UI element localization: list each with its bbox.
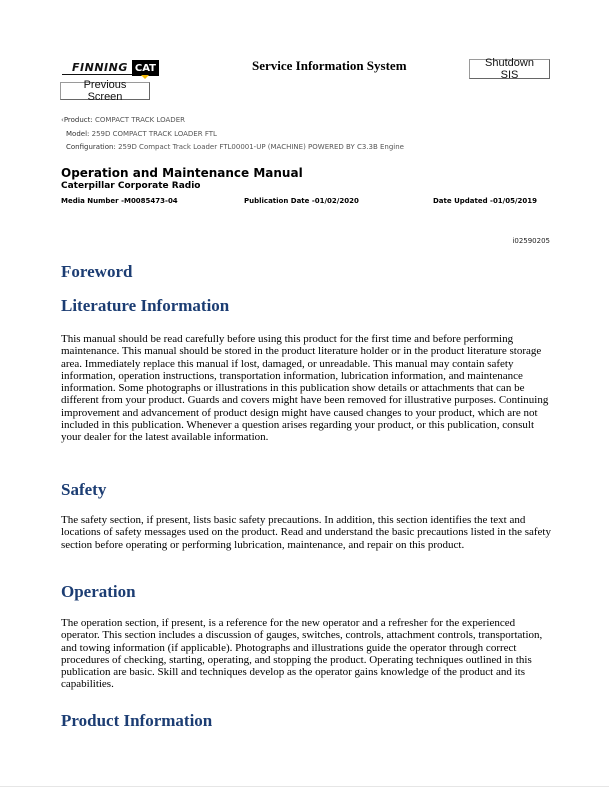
heading-product-information: Product Information <box>61 711 213 730</box>
config-value: 259D Compact Track Loader FTL00001-UP (MACHINE) POWERED BY C3.3B Engine <box>118 143 404 151</box>
previous-screen-button[interactable]: Previous Screen <box>60 82 150 100</box>
config-key: Configuration: <box>66 143 116 151</box>
logo-wordmark: FINNING <box>62 61 132 75</box>
heading-foreword: Foreword <box>61 262 133 281</box>
model-key: Model: <box>66 130 90 138</box>
document-id: i02590205 <box>512 237 550 245</box>
safety-paragraph: The safety section, if present, lists basic safety precautions. In addition, this section identifies the text and locations of safety messages used on the product. Read and understand the basic precautions listed in the safety section before operating or performing lubrication, maintenance, and repair on this product. <box>61 514 551 551</box>
cat-logo-badge: CAT <box>132 60 159 76</box>
configuration-line <box>66 143 404 151</box>
product-value: COMPACT TRACK LOADER <box>94 116 185 124</box>
app-title: Service Information System <box>252 58 407 73</box>
date-updated: Date Updated -01/05/2019 <box>433 197 538 205</box>
model-line <box>66 130 217 138</box>
operation-paragraph: The operation section, if present, is a reference for the new operator and a refresher for the experienced operator. This section includes a discussion of gauges, switches, controls, attachment controls, transportation, and towing information (if applicable). Photographs and illustrations guide the operator through correct procedures of checking, starting, operating, and stopping the product. Operating techniques outlined in this publication are basic. Skill and techniques develop as the operator gains knowledge of the product and its capabilities. <box>61 617 543 691</box>
back-arrow-icon: ‹ <box>61 116 64 124</box>
shutdown-sis-button[interactable]: Shutdown SIS <box>469 59 550 79</box>
publication-date: Publication Date -01/02/2020 <box>244 197 359 205</box>
heading-safety: Safety <box>61 480 107 499</box>
page-divider <box>0 786 609 787</box>
media-number: Media Number -M0085473-04 <box>61 197 178 205</box>
heading-operation: Operation <box>61 582 136 601</box>
product-breadcrumb[interactable] <box>61 116 185 124</box>
heading-literature-information: Literature Information <box>61 296 230 315</box>
manual-subtitle: Caterpillar Corporate Radio <box>61 181 201 191</box>
finning-cat-logo <box>62 58 158 78</box>
literature-paragraph: This manual should be read carefully before using this product for the first time and before performing maintenance. This manual should be stored in the product literature holder or in the product literature storage area. Immediately replace this manual if lost, damaged, or unreadable. This manual may contain safety information, operation instructions, transportation information, lubrication information, and maintenance information. Some photographs or illustrations in this publication show details or attachments that can be different from your product. Guards and covers might have been removed for illustrative purposes. Continuing improvement and advancement of product design might have caused changes to your product, which are not included in this publication. Whenever a question arises regarding your product, or this publication, consult your dealer for the latest available information. <box>61 333 549 444</box>
manual-title: Operation and Maintenance Manual <box>61 166 303 180</box>
model-value: 259D COMPACT TRACK LOADER FTL <box>91 130 217 138</box>
product-key: Product: <box>63 116 93 124</box>
top-bar <box>0 0 609 112</box>
